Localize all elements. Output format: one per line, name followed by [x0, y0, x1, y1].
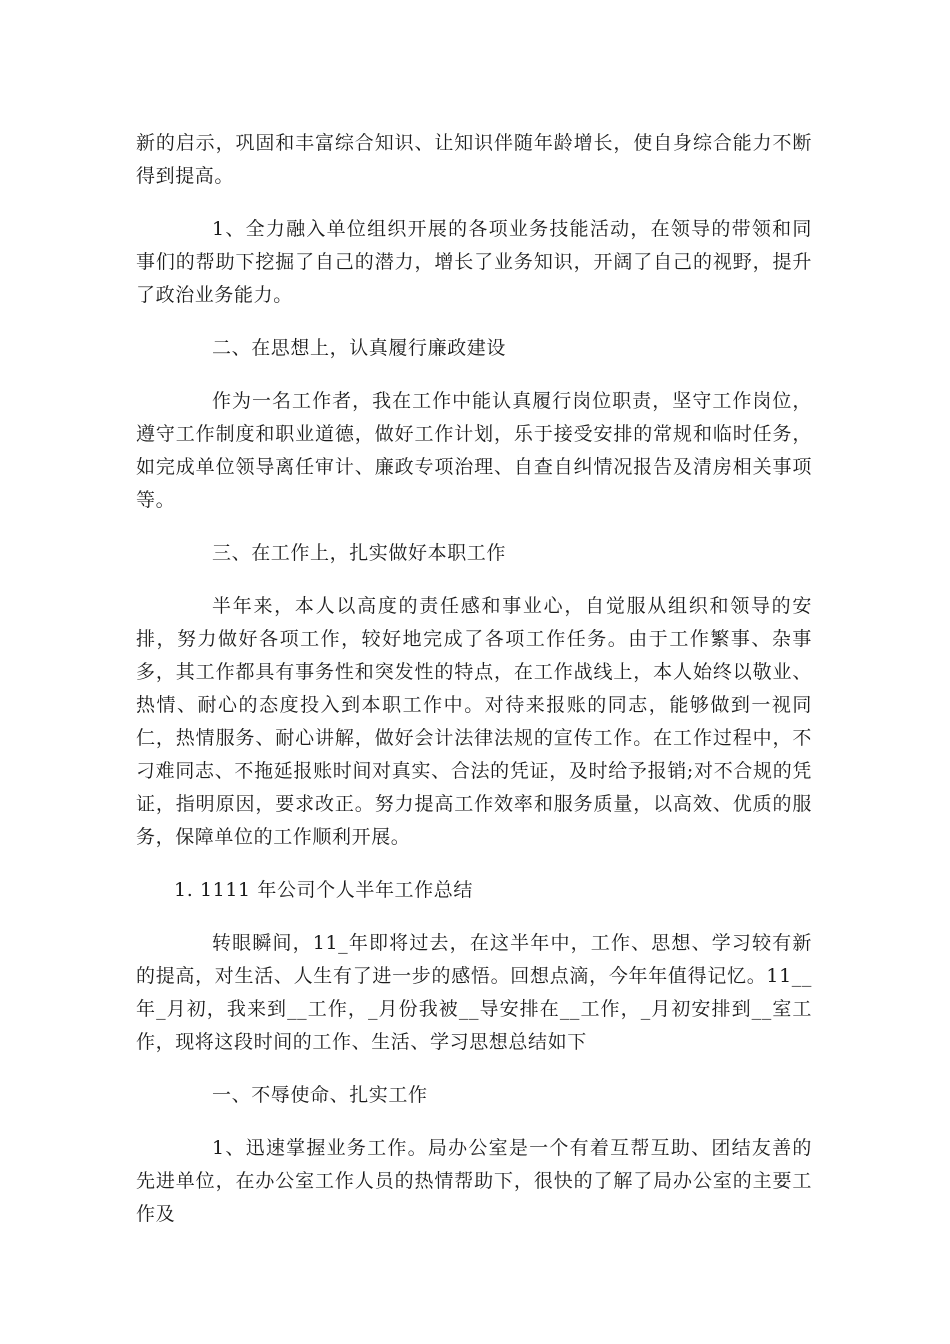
section-heading-ideology: 二、在思想上，认真履行廉政建设 — [212, 337, 507, 359]
document-body — [136, 127, 812, 1251]
section-heading-work: 三、在工作上，扎实做好本职工作 — [212, 542, 507, 564]
paragraph-half-year-work: 半年来，本人以高度的责任感和事业心，自觉服从组织和领导的安排，努力做好各项工作，较好地完成了各项工作任务。由于工作繁事、杂事多，其工作都具有事务性和突发性的特点，在工作战线上，本人始终以敬业、热情、耐心的态度投入到本职工作中。对待来报账的同志，能够做到一视同仁，热情服务、耐心讲解，做好会计法律法规的宣传工作。在工作过程中，不刁难同志、不拖延报账时间对真实、合法的凭证，及时给予报销;对不合规的凭证，指明原因，要求改正。努力提高工作效率和服务质量，以高效、优质的服务，保障单位的工作顺利开展。 — [136, 595, 812, 848]
paragraph-duties: 作为一名工作者，我在工作中能认真履行岗位职责，坚守工作岗位，遵守工作制度和职业道德，做好工作计划，乐于接受安排的常规和临时任务，如完成单位领导离任审计、廉政专项治理、自查自纠情况报告及清房相关事项等。 — [136, 390, 812, 511]
paragraph-continuation: 新的启示，巩固和丰富综合知识、让知识伴随年龄增长，使自身综合能力不断得到提高。 — [136, 132, 812, 187]
article-title: 1. 1111 年公司个人半年工作总结 — [174, 879, 473, 901]
section-heading-mission: 一、不辱使命、扎实工作 — [212, 1084, 428, 1106]
paragraph-intro: 转眼瞬间，11_年即将过去，在这半年中，工作、思想、学习较有新的提高，对生活、人生有了进一步的感悟。回想点滴，今年年值得记忆。11__年_月初，我来到__工作，_月份我被__导安排在__工作，_月初安排到__室工作，现将这段时间的工作、生活、学习思想总结如下 — [136, 932, 812, 1053]
paragraph-skill-activities: 1、全力融入单位组织开展的各项业务技能活动，在领导的带领和同事们的帮助下挖掘了自己的潜力，增长了业务知识，开阔了自己的视野，提升了政治业务能力。 — [136, 218, 812, 306]
paragraph-business-mastery: 1、迅速掌握业务工作。局办公室是一个有着互帮互助、团结友善的先进单位，在办公室工作人员的热情帮助下，很快的了解了局办公室的主要工作及 — [136, 1137, 812, 1225]
